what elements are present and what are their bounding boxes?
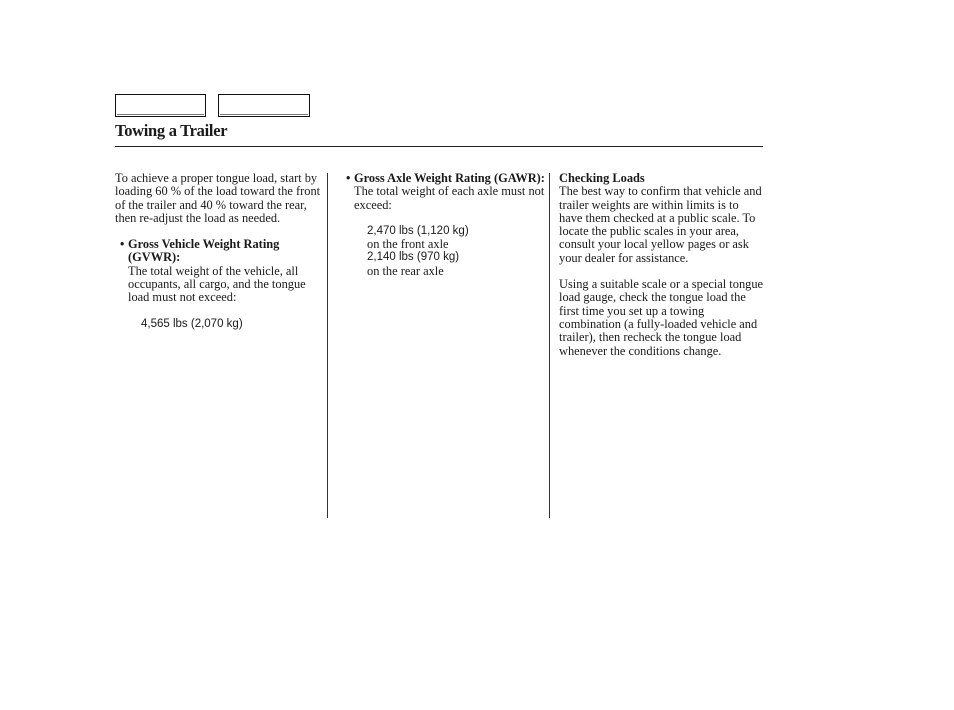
gawr-heading bbox=[341, 172, 545, 185]
bullet-icon: • bbox=[346, 171, 351, 185]
front-axle-value: 2,470 lbs (1,120 kg) bbox=[367, 224, 469, 237]
gawr-description: The total weight of each axle must not exceed: bbox=[354, 184, 545, 212]
checking-loads-paragraph-1: The best way to confirm that vehicle and trailer weights are within limits is to have them checked at a public scale. To locate the public scales in your area, consult your local yellow pages or ask your dealer for assistance. bbox=[559, 184, 762, 265]
bullet-icon: • bbox=[120, 237, 125, 252]
gvwr-heading-text: Gross Vehicle Weight Rating (GVWR): bbox=[128, 237, 280, 265]
gvwr-value: 4,565 lbs (2,070 kg) bbox=[141, 317, 243, 330]
column-middle bbox=[341, 172, 545, 278]
gawr-heading-text: Gross Axle Weight Rating (GAWR): bbox=[354, 171, 545, 185]
column-divider bbox=[549, 173, 550, 518]
gvwr-heading bbox=[115, 238, 321, 265]
next-page-button[interactable] bbox=[218, 94, 310, 117]
gvwr-description: The total weight of the vehicle, all occupants, all cargo, and the tongue load must not exceed: bbox=[128, 263, 306, 305]
rear-axle-value: 2,140 lbs (970 kg) bbox=[367, 251, 460, 264]
page-title: Towing a Trailer bbox=[115, 121, 228, 140]
title-divider bbox=[115, 146, 763, 147]
intro-paragraph: To achieve a proper tongue load, start by loading 60 % of the load toward the front of the trailer and 40 % toward the rear, then re-adjust the load as needed. bbox=[115, 171, 321, 225]
checking-loads-heading: Checking Loads bbox=[559, 171, 645, 185]
column-divider bbox=[327, 173, 328, 518]
rear-axle-label: on the rear axle bbox=[367, 263, 444, 278]
front-axle-label: on the front axle bbox=[367, 237, 449, 252]
checking-loads-paragraph-2: Using a suitable scale or a special tongue load gauge, check the tongue load the first time you set up a towing combination (a fully-loaded vehicle and trailer), then recheck the tongue load whenever the conditions change. bbox=[559, 277, 764, 358]
column-left bbox=[115, 172, 321, 331]
column-right bbox=[559, 172, 765, 358]
prev-page-button[interactable] bbox=[115, 94, 206, 117]
